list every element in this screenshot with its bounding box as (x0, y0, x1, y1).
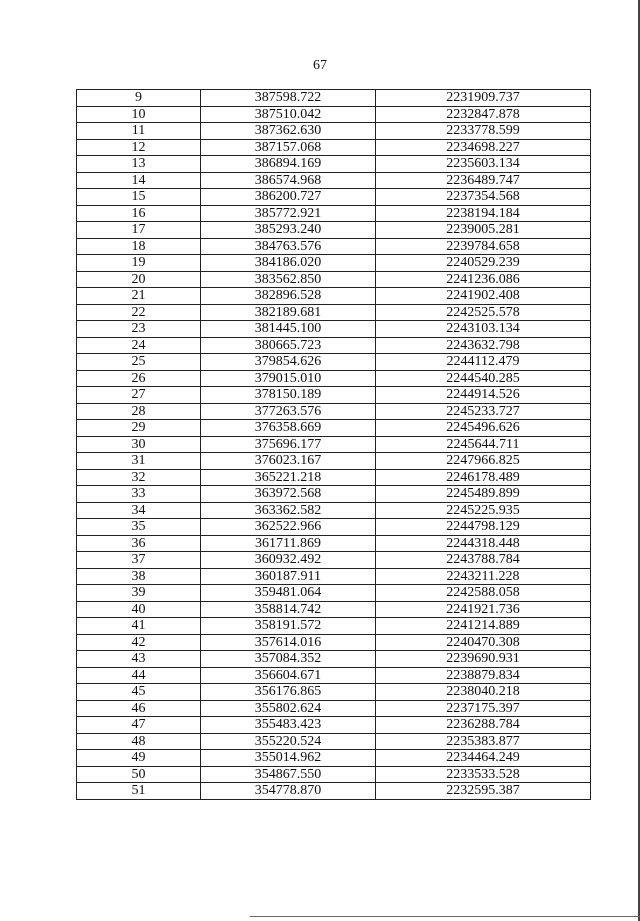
table-row (77, 486, 591, 503)
table-row (77, 750, 591, 767)
x-coordinate-cell: 382189.681 (201, 304, 376, 321)
table-row (77, 205, 591, 222)
table-row (77, 717, 591, 734)
point-number-cell: 27 (77, 387, 201, 404)
point-number-cell: 22 (77, 304, 201, 321)
table-row (77, 238, 591, 255)
point-number-cell: 21 (77, 288, 201, 305)
point-number-cell: 9 (77, 90, 201, 107)
x-coordinate-cell: 358191.572 (201, 618, 376, 635)
point-number-cell: 48 (77, 733, 201, 750)
table-row (77, 700, 591, 717)
point-number-cell: 12 (77, 139, 201, 156)
y-coordinate-cell: 2236489.747 (376, 172, 591, 189)
table-row (77, 733, 591, 750)
table-row (77, 387, 591, 404)
y-coordinate-cell: 2235383.877 (376, 733, 591, 750)
x-coordinate-cell: 380665.723 (201, 337, 376, 354)
table-row (77, 403, 591, 420)
x-coordinate-cell: 386894.169 (201, 156, 376, 173)
y-coordinate-cell: 2244112.479 (376, 354, 591, 371)
table-row (77, 139, 591, 156)
coordinates-table-body (77, 90, 591, 800)
table-row (77, 618, 591, 635)
point-number-cell: 17 (77, 222, 201, 239)
table-row (77, 667, 591, 684)
point-number-cell: 16 (77, 205, 201, 222)
x-coordinate-cell: 359481.064 (201, 585, 376, 602)
point-number-cell: 19 (77, 255, 201, 272)
table-row (77, 552, 591, 569)
x-coordinate-cell: 356604.671 (201, 667, 376, 684)
x-coordinate-cell: 360932.492 (201, 552, 376, 569)
x-coordinate-cell: 357084.352 (201, 651, 376, 668)
x-coordinate-cell: 387598.722 (201, 90, 376, 107)
y-coordinate-cell: 2239690.931 (376, 651, 591, 668)
point-number-cell: 36 (77, 535, 201, 552)
y-coordinate-cell: 2244914.526 (376, 387, 591, 404)
table-row (77, 420, 591, 437)
x-coordinate-cell: 357614.016 (201, 634, 376, 651)
table-row (77, 222, 591, 239)
point-number-cell: 30 (77, 436, 201, 453)
point-number-cell: 26 (77, 370, 201, 387)
y-coordinate-cell: 2239005.281 (376, 222, 591, 239)
x-coordinate-cell: 384186.020 (201, 255, 376, 272)
point-number-cell: 42 (77, 634, 201, 651)
point-number-cell: 14 (77, 172, 201, 189)
x-coordinate-cell: 378150.189 (201, 387, 376, 404)
point-number-cell: 44 (77, 667, 201, 684)
x-coordinate-cell: 376023.167 (201, 453, 376, 470)
y-coordinate-cell: 2241214.889 (376, 618, 591, 635)
y-coordinate-cell: 2239784.658 (376, 238, 591, 255)
x-coordinate-cell: 360187.911 (201, 568, 376, 585)
y-coordinate-cell: 2243632.798 (376, 337, 591, 354)
y-coordinate-cell: 2233533.528 (376, 766, 591, 783)
y-coordinate-cell: 2242525.578 (376, 304, 591, 321)
table-row (77, 337, 591, 354)
y-coordinate-cell: 2243211.228 (376, 568, 591, 585)
y-coordinate-cell: 2244798.129 (376, 519, 591, 536)
x-coordinate-cell: 383562.850 (201, 271, 376, 288)
point-number-cell: 34 (77, 502, 201, 519)
point-number-cell: 10 (77, 106, 201, 123)
x-coordinate-cell: 386200.727 (201, 189, 376, 206)
point-number-cell: 45 (77, 684, 201, 701)
table-row (77, 255, 591, 272)
table-row (77, 469, 591, 486)
y-coordinate-cell: 2232595.387 (376, 783, 591, 800)
y-coordinate-cell: 2245644.711 (376, 436, 591, 453)
table-row (77, 502, 591, 519)
table-row (77, 651, 591, 668)
x-coordinate-cell: 362522.966 (201, 519, 376, 536)
x-coordinate-cell: 382896.528 (201, 288, 376, 305)
table-row (77, 288, 591, 305)
point-number-cell: 43 (77, 651, 201, 668)
y-coordinate-cell: 2243103.134 (376, 321, 591, 338)
x-coordinate-cell: 387362.630 (201, 123, 376, 140)
scan-edge-bottom (250, 916, 640, 917)
y-coordinate-cell: 2235603.134 (376, 156, 591, 173)
point-number-cell: 24 (77, 337, 201, 354)
x-coordinate-cell: 356176.865 (201, 684, 376, 701)
y-coordinate-cell: 2242588.058 (376, 585, 591, 602)
table-row (77, 519, 591, 536)
x-coordinate-cell: 363972.568 (201, 486, 376, 503)
x-coordinate-cell: 354867.550 (201, 766, 376, 783)
table-row (77, 304, 591, 321)
table-row (77, 172, 591, 189)
table-row (77, 535, 591, 552)
y-coordinate-cell: 2245496.626 (376, 420, 591, 437)
y-coordinate-cell: 2246178.489 (376, 469, 591, 486)
y-coordinate-cell: 2236288.784 (376, 717, 591, 734)
point-number-cell: 46 (77, 700, 201, 717)
x-coordinate-cell: 379854.626 (201, 354, 376, 371)
point-number-cell: 28 (77, 403, 201, 420)
y-coordinate-cell: 2238040.218 (376, 684, 591, 701)
point-number-cell: 50 (77, 766, 201, 783)
point-number-cell: 23 (77, 321, 201, 338)
table-row (77, 568, 591, 585)
y-coordinate-cell: 2245233.727 (376, 403, 591, 420)
table-row (77, 156, 591, 173)
y-coordinate-cell: 2247966.825 (376, 453, 591, 470)
point-number-cell: 18 (77, 238, 201, 255)
y-coordinate-cell: 2237354.568 (376, 189, 591, 206)
point-number-cell: 40 (77, 601, 201, 618)
point-number-cell: 29 (77, 420, 201, 437)
y-coordinate-cell: 2241236.086 (376, 271, 591, 288)
point-number-cell: 47 (77, 717, 201, 734)
y-coordinate-cell: 2241902.408 (376, 288, 591, 305)
point-number-cell: 37 (77, 552, 201, 569)
point-number-cell: 13 (77, 156, 201, 173)
y-coordinate-cell: 2238194.184 (376, 205, 591, 222)
y-coordinate-cell: 2234698.227 (376, 139, 591, 156)
table-row (77, 453, 591, 470)
x-coordinate-cell: 375696.177 (201, 436, 376, 453)
x-coordinate-cell: 365221.218 (201, 469, 376, 486)
table-row (77, 585, 591, 602)
point-number-cell: 41 (77, 618, 201, 635)
y-coordinate-cell: 2241921.736 (376, 601, 591, 618)
page-number: 67 (313, 58, 327, 73)
table-row (77, 321, 591, 338)
table-row (77, 271, 591, 288)
table-row (77, 370, 591, 387)
x-coordinate-cell: 385293.240 (201, 222, 376, 239)
x-coordinate-cell: 358814.742 (201, 601, 376, 618)
x-coordinate-cell: 354778.870 (201, 783, 376, 800)
point-number-cell: 39 (77, 585, 201, 602)
point-number-cell: 32 (77, 469, 201, 486)
table-row (77, 354, 591, 371)
y-coordinate-cell: 2240470.308 (376, 634, 591, 651)
x-coordinate-cell: 376358.669 (201, 420, 376, 437)
y-coordinate-cell: 2240529.239 (376, 255, 591, 272)
point-number-cell: 35 (77, 519, 201, 536)
y-coordinate-cell: 2243788.784 (376, 552, 591, 569)
x-coordinate-cell: 385772.921 (201, 205, 376, 222)
x-coordinate-cell: 361711.869 (201, 535, 376, 552)
x-coordinate-cell: 355802.624 (201, 700, 376, 717)
x-coordinate-cell: 355483.423 (201, 717, 376, 734)
x-coordinate-cell: 387157.068 (201, 139, 376, 156)
table-row (77, 634, 591, 651)
table-row (77, 684, 591, 701)
x-coordinate-cell: 386574.968 (201, 172, 376, 189)
y-coordinate-cell: 2245489.899 (376, 486, 591, 503)
coordinates-table (76, 89, 591, 800)
table-row (77, 106, 591, 123)
table-row (77, 90, 591, 107)
x-coordinate-cell: 377263.576 (201, 403, 376, 420)
y-coordinate-cell: 2233778.599 (376, 123, 591, 140)
point-number-cell: 11 (77, 123, 201, 140)
table-row (77, 189, 591, 206)
point-number-cell: 15 (77, 189, 201, 206)
point-number-cell: 25 (77, 354, 201, 371)
table-row (77, 123, 591, 140)
x-coordinate-cell: 363362.582 (201, 502, 376, 519)
y-coordinate-cell: 2245225.935 (376, 502, 591, 519)
x-coordinate-cell: 381445.100 (201, 321, 376, 338)
table-row (77, 601, 591, 618)
x-coordinate-cell: 379015.010 (201, 370, 376, 387)
y-coordinate-cell: 2244540.285 (376, 370, 591, 387)
point-number-cell: 38 (77, 568, 201, 585)
point-number-cell: 20 (77, 271, 201, 288)
x-coordinate-cell: 387510.042 (201, 106, 376, 123)
x-coordinate-cell: 355220.524 (201, 733, 376, 750)
y-coordinate-cell: 2237175.397 (376, 700, 591, 717)
point-number-cell: 33 (77, 486, 201, 503)
y-coordinate-cell: 2232847.878 (376, 106, 591, 123)
y-coordinate-cell: 2244318.448 (376, 535, 591, 552)
y-coordinate-cell: 2238879.834 (376, 667, 591, 684)
point-number-cell: 51 (77, 783, 201, 800)
point-number-cell: 31 (77, 453, 201, 470)
y-coordinate-cell: 2231909.737 (376, 90, 591, 107)
x-coordinate-cell: 355014.962 (201, 750, 376, 767)
point-number-cell: 49 (77, 750, 201, 767)
table-row (77, 766, 591, 783)
y-coordinate-cell: 2234464.249 (376, 750, 591, 767)
x-coordinate-cell: 384763.576 (201, 238, 376, 255)
table-row (77, 436, 591, 453)
table-row (77, 783, 591, 800)
